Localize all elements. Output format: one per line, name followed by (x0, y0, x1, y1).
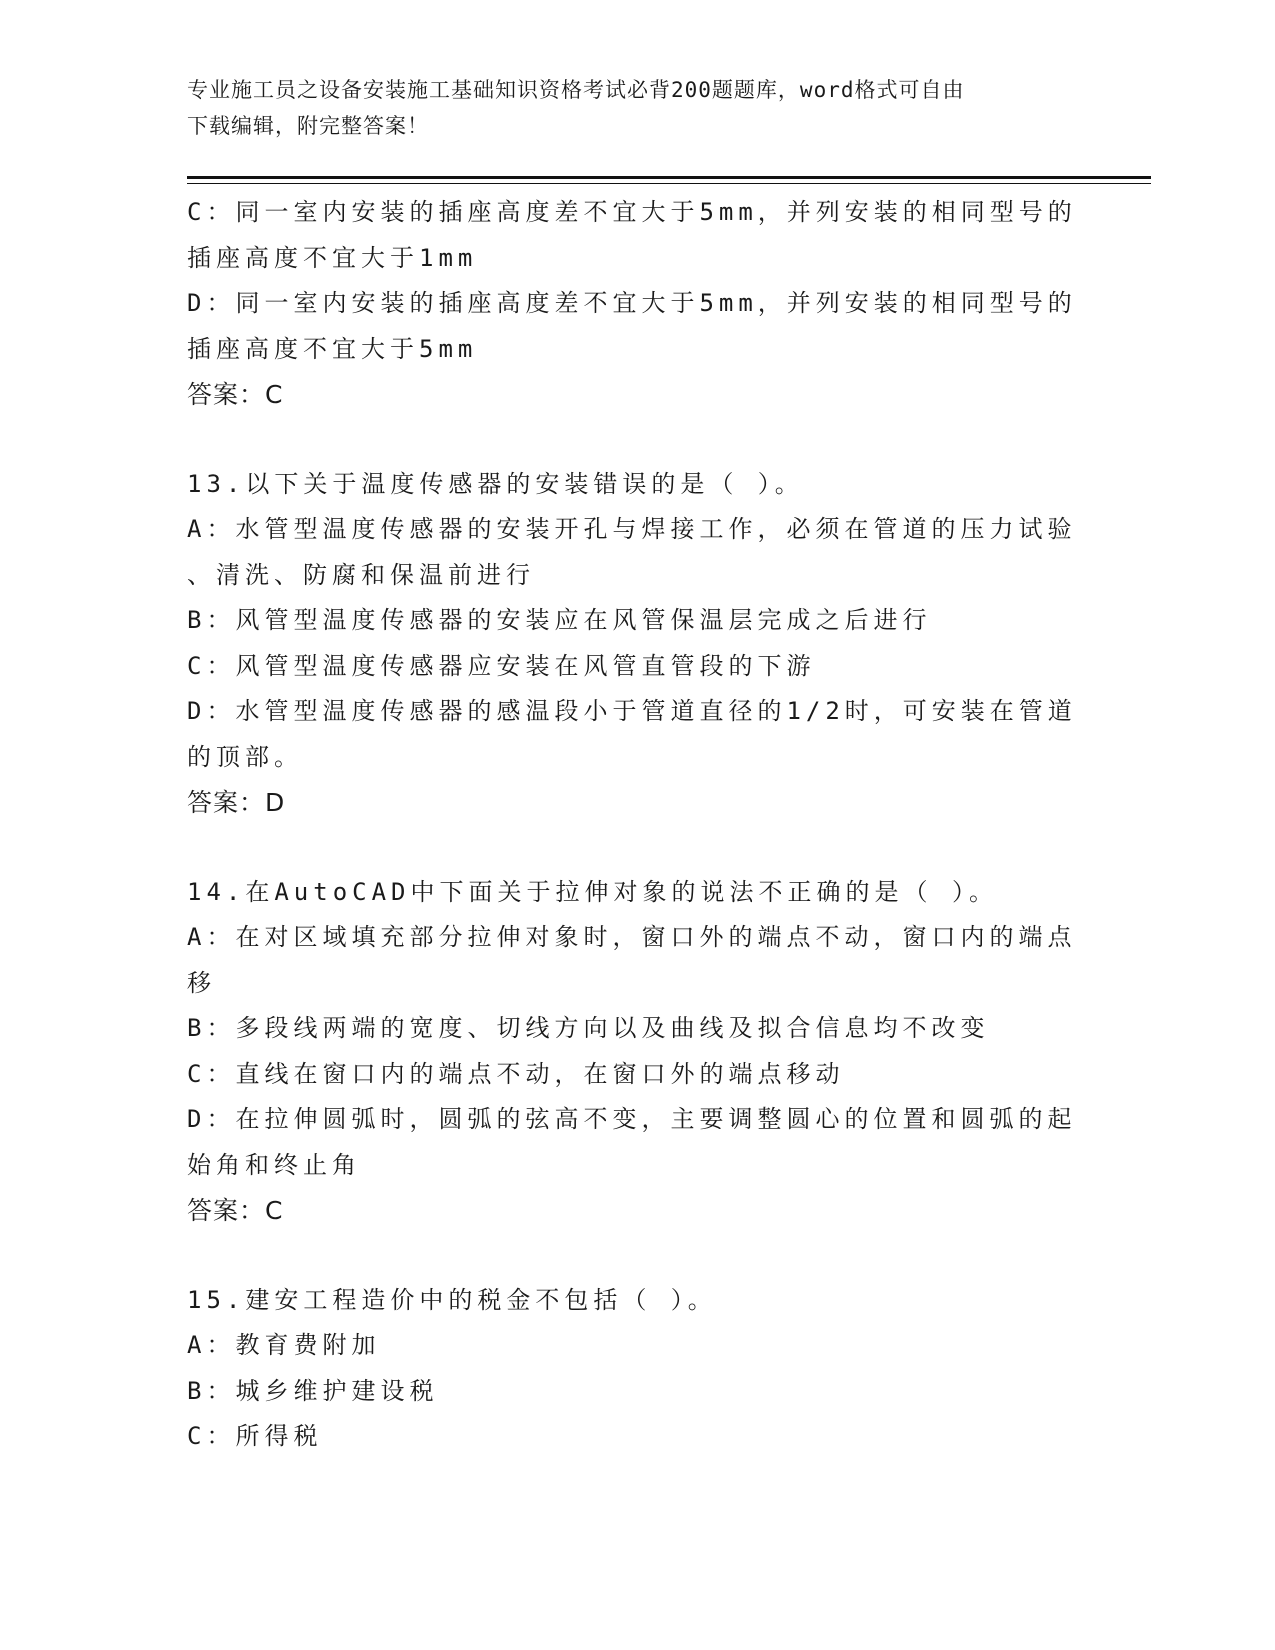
option-d: D：水管型温度传感器的感温段小于管道直径的1/2时，可安装在管道 (187, 697, 1077, 725)
header-line-2: 下载编辑，附完整答案！ (187, 114, 429, 138)
document-header (187, 72, 1067, 144)
question-text: 14.在AutoCAD中下面关于拉伸对象的说法不正确的是（ ）。 (187, 877, 998, 906)
question-13 (187, 462, 1077, 826)
answer: 答案：C (187, 380, 284, 409)
option-c-continued: 插座高度不宜大于1mm (187, 243, 478, 272)
question-list (187, 190, 1077, 1460)
option-d-continued: 始角和终止角 (187, 1150, 361, 1179)
question-15 (187, 1278, 1067, 1460)
option-c: C：所得税 (187, 1422, 323, 1450)
option-a: A：教育费附加 (187, 1331, 381, 1359)
option-a: A：水管型温度传感器的安装开孔与焊接工作，必须在管道的压力试验 (187, 515, 1077, 543)
option-a: A：在对区域填充部分拉伸对象时，窗口外的端点不动，窗口内的端点 (187, 923, 1077, 951)
option-a-continued: 移 (187, 968, 216, 997)
option-d: D：在拉伸圆弧时，圆弧的弦高不变，主要调整圆心的位置和圆弧的起 (187, 1105, 1077, 1133)
header-line-1: 专业施工员之设备安装施工基础知识资格考试必背200题题库，word格式可自由 (187, 78, 965, 102)
option-d-continued: 插座高度不宜大于5mm (187, 334, 478, 363)
header-rule-thin (187, 183, 1151, 184)
option-b: B：多段线两端的宽度、切线方向以及曲线及拟合信息均不改变 (187, 1014, 990, 1042)
option-b: B：城乡维护建设税 (187, 1376, 439, 1405)
option-d-continued: 的顶部。 (187, 742, 303, 771)
answer: 答案：C (187, 1196, 284, 1225)
question-text: 13.以下关于温度传感器的安装错误的是（ ）。 (187, 469, 804, 498)
header-rule-thick (187, 176, 1151, 179)
question-text: 15.建安工程造价中的税金不包括（ ）。 (187, 1285, 717, 1314)
question-12-continued (187, 190, 1077, 418)
option-c: C：直线在窗口内的端点不动，在窗口外的端点移动 (187, 1059, 845, 1088)
option-c: C：风管型温度传感器应安装在风管直管段的下游 (187, 651, 816, 680)
question-14 (187, 870, 1077, 1234)
option-c: C：同一室内安装的插座高度差不宜大于5mm，并列安装的相同型号的 (187, 198, 1077, 226)
option-b: B：风管型温度传感器的安装应在风管保温层完成之后进行 (187, 606, 932, 634)
option-d: D：同一室内安装的插座高度差不宜大于5mm，并列安装的相同型号的 (187, 289, 1077, 317)
option-a-continued: 、清洗、防腐和保温前进行 (187, 560, 535, 589)
answer: 答案：D (187, 788, 286, 817)
